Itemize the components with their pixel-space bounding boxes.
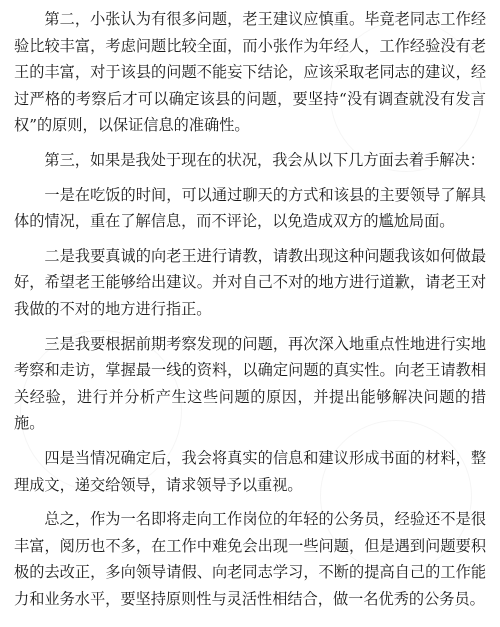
- paragraph-step-two: 二是我要真诚的向老王进行请教，请教出现这种问题我该如何做最好，希望老王能够给出建议。并对自己不对的地方进行道歉，请老王对我做的不对的地方进行指正。: [14, 246, 486, 318]
- paragraph-step-four: 四是当情况确定后，我会将真实的信息和建议形成书面的材料，整理成文，递交给领导，请求领导予以重视。: [14, 448, 486, 494]
- paragraph-step-three: 三是我要根据前期考察发现的问题，再次深入地重点性地进行实地考察和走访，掌握最一线的资料，以确定问题的真实性。向老王请教相关经验，进行并分析产生这些问题的原因，并提出能够解决问题的措施。: [14, 334, 486, 433]
- paragraph-second-point: 第二，小张认为有很多问题，老王建议应慎重。毕竟老同志工作经验比较丰富，考虑问题比较全面，而小张作为年经人，工作经验没有老王的丰富，对于该县的问题不能妄下结论，应该采取老同志的建议，经过严格的考察后才可以确定该县的问题，要坚持“没有调查就没有发言权”的原则，以保证信息的准确性。: [14, 10, 486, 135]
- paragraph-conclusion: 总之，作为一名即将走向工作岗位的年轻的公务员，经验还不是很丰富，阅历也不多，在工作中难免会出现一些问题，但是遇到问题要积极的去改正，多向领导请假、向老同志学习，不断的提高自己的工作能力和业务水平，要坚持原则性与灵活性相结合，做一名优秀的公务员。: [14, 510, 486, 608]
- paragraph-third-point: 第三，如果是我处于现在的状况，我会从以下几方面去着手解决：: [44, 150, 485, 169]
- paragraph-step-one: 一是在吃饭的时间，可以通过聊天的方式和该县的主要领导了解具体的情况，重在了解信息，而不评论，以免造成双方的尴尬局面。: [14, 185, 486, 231]
